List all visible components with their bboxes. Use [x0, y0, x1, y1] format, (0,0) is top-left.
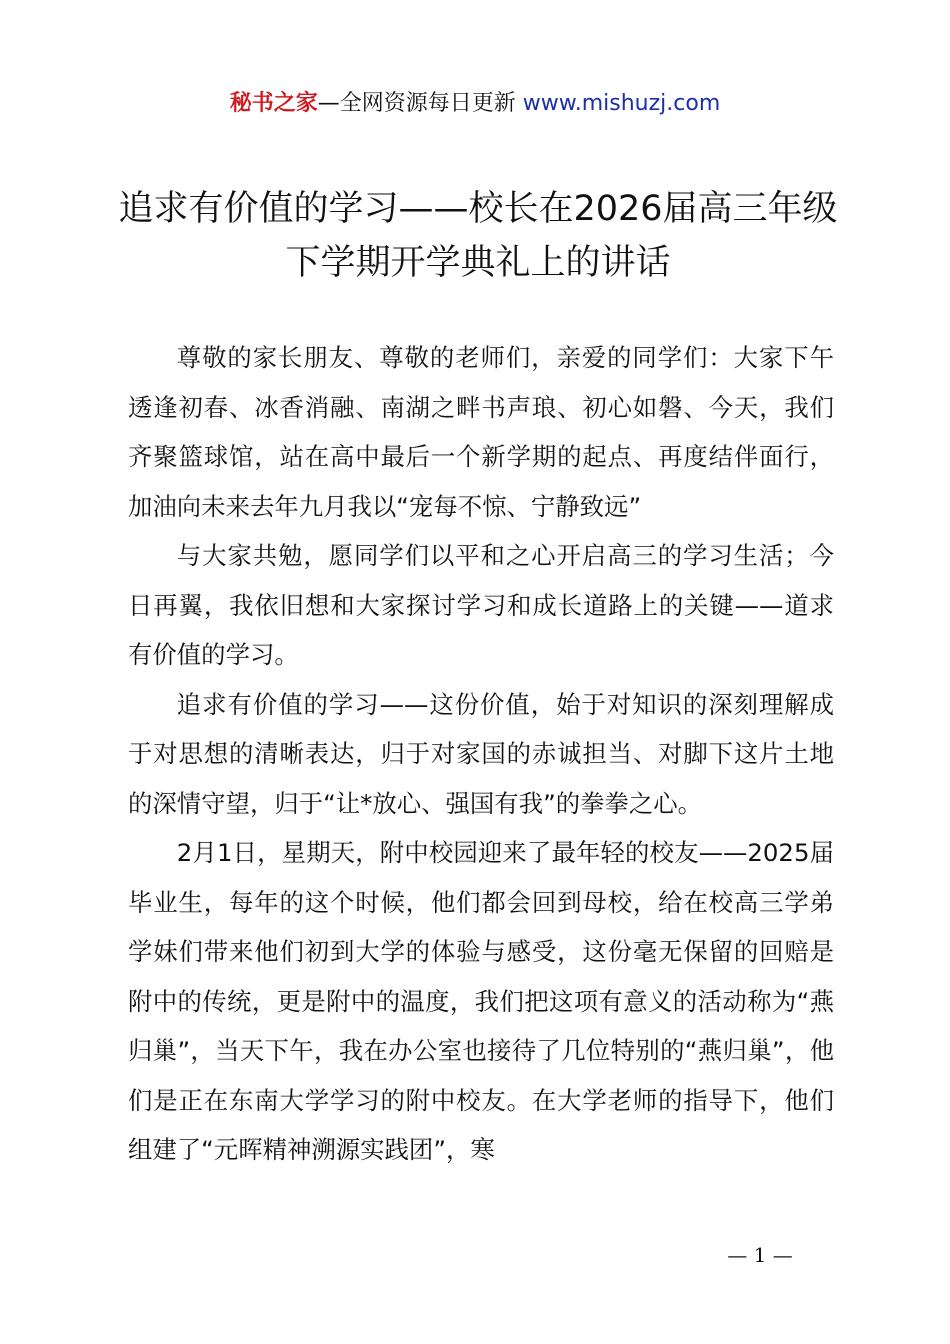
document-title: 追求有价值的学习——校长在2026届高三年级下学期开学典礼上的讲话: [118, 189, 838, 283]
site-header: [0, 88, 950, 120]
site-url-link[interactable]: www.mishuzj.com: [522, 91, 721, 116]
body-paragraph: 2月1日，星期天，附中校园迎来了最年轻的校友——2025届毕业生，每年的这个时候，他们都会回到母校，给在校高三学弟学妹们带来他们初到大学的体验与感受，这份毫无保留的回赔是附中的传统，更是附中的温度，我们把这项有意义的活动称为“燕归巢”，当天下午，我在办公室也接待了几位特别的“燕归巢”，他们是正在东南大学学习的附中校友。在大学老师的指导下，他们组建了“元晖精神溯源实践团”，寒: [128, 838, 834, 1164]
body-paragraph: 与大家共勉，愿同学们以平和之心开启高三的学习生活；今日再翼，我依旧想和大家探讨学习和成长道路上的关键——道求有价值的学习。: [128, 541, 834, 669]
document-body: [128, 333, 834, 1175]
site-tagline: —全网资源每日更新: [317, 91, 523, 116]
page-number: — 1 —: [727, 1243, 793, 1267]
site-brand: 秘书之家: [229, 91, 318, 116]
body-paragraph: 尊敬的家长朋友、尊敬的老师们，亲爱的同学们：大家下午透逢初春、冰香消融、南湖之畔书声琅、初心如磐、今天，我们齐聚篮球馆，站在高中最后一个新学期的起点、再度结伴面行，加油向未来去年九月我以“宠每不惊、宁静致远”: [128, 343, 834, 521]
body-paragraph: 追求有价值的学习——这份价值，始于对知识的深刻理解成于对思想的清晰表达，归于对家国的赤诚担当、对脚下这片土地的深情守望，归于“让*放心、强国有我”的拳拳之心。: [128, 689, 834, 818]
